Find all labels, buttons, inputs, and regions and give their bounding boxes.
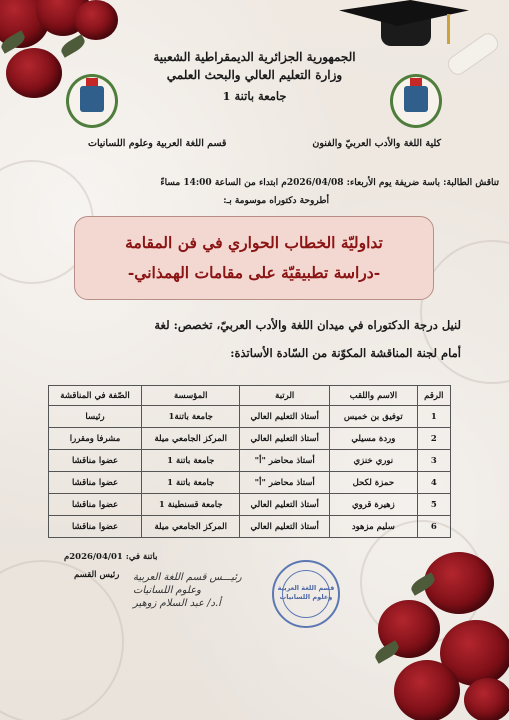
defense-announcement: تناقش الطالبة: باسة ضريفة يوم الأربعاء: 2026/04/08م ابتداء من الساعة 14:00 مساءً [160, 178, 499, 188]
cell-rank: أستاذ التعليم العالي [240, 516, 330, 538]
university-logo-icon [390, 74, 442, 128]
cell-name: وردة مسيلي [329, 428, 417, 450]
faculty-name: كلية اللغة والأدب العربيّ والفنون [312, 138, 441, 149]
cell-institution: جامعة باتنة 1 [142, 472, 240, 494]
cell-role: عضوا مناقشا [49, 494, 142, 516]
cell-num: 1 [417, 406, 450, 428]
cell-rank: أستاذ التعليم العالي [240, 428, 330, 450]
cell-institution: المركز الجامعي ميلة [142, 516, 240, 538]
cell-role: رئيسا [49, 406, 142, 428]
cell-role: عضوا مناقشا [49, 450, 142, 472]
cell-num: 4 [417, 472, 450, 494]
committee-line: أمام لجنة المناقشة المكوّنة من السّادة الأساتذة: [230, 346, 461, 360]
column-header-rank: الرتبة [240, 386, 330, 406]
signature-name: أ.د/ عبد السلام زوهير [133, 598, 221, 609]
cell-institution: جامعة باتنة1 [142, 406, 240, 428]
ministry-header: وزارة التعليم العالي والبحث العلمي [166, 68, 343, 82]
column-header-name: الاسم واللقب [329, 386, 417, 406]
cell-name: حمزة لكحل [329, 472, 417, 494]
republic-header: الجمهورية الجزائرية الديمقراطية الشعبية [153, 50, 356, 64]
cell-rank: أستاذ محاضر "أ" [240, 450, 330, 472]
degree-line: لنيل درجة الدكتوراه في ميدان اللغة والأدب العربيّ، تخصص: لغة [154, 318, 461, 332]
cell-role: مشرفا ومقررا [49, 428, 142, 450]
cell-name: سليم مزهود [329, 516, 417, 538]
cell-num: 3 [417, 450, 450, 472]
cell-num: 6 [417, 516, 450, 538]
thesis-intro: أطروحة دكتوراه موسومة بـ: [223, 196, 329, 206]
graduation-cap-icon [339, 0, 469, 48]
table-row [49, 494, 451, 516]
cell-rank: أستاذ التعليم العالي [240, 406, 330, 428]
cell-num: 2 [417, 428, 450, 450]
university-logo-icon [66, 74, 118, 128]
table-row [49, 472, 451, 494]
thesis-title-box [74, 216, 434, 300]
rose-decoration [464, 678, 509, 720]
table-row [49, 406, 451, 428]
jury-table [48, 385, 451, 538]
table-header-row [49, 386, 451, 406]
signature-title: رئيـــس قسم اللغة العربية [133, 572, 242, 583]
cell-name: نوري خنزي [329, 450, 417, 472]
table-row [49, 428, 451, 450]
cell-role: عضوا مناقشا [49, 516, 142, 538]
department-name: قسم اللغة العربية وعلوم اللسانيات [88, 138, 227, 149]
stamp-text: قسم اللغة العربية وعلوم اللسانيات [277, 584, 335, 601]
column-header-institution: المؤسسة [142, 386, 240, 406]
table-row [49, 450, 451, 472]
column-header-role: الصّفة في المناقشة [49, 386, 142, 406]
cell-institution: جامعة باتنة 1 [142, 450, 240, 472]
cell-institution: جامعة قسنطينة 1 [142, 494, 240, 516]
rose-decoration [424, 552, 494, 614]
signature-subtitle: وعلوم اللسانيات [133, 585, 202, 596]
cell-rank: أستاذ محاضر "أ" [240, 472, 330, 494]
cell-num: 5 [417, 494, 450, 516]
rose-decoration [394, 660, 460, 720]
cell-rank: أستاذ التعليم العالي [240, 494, 330, 516]
university-header: جامعة باتنة 1 [222, 89, 287, 103]
cell-institution: المركز الجامعي ميلة [142, 428, 240, 450]
cell-role: عضوا مناقشا [49, 472, 142, 494]
table-row [49, 516, 451, 538]
decor-swirl [0, 560, 124, 720]
department-head-label: رئيس القسم [74, 570, 120, 580]
cell-name: زهيرة قروي [329, 494, 417, 516]
column-header-num: الرقم [417, 386, 450, 406]
thesis-title: تداوليّة الخطاب الحواري في فن المقامة [125, 233, 383, 252]
official-stamp [272, 560, 340, 628]
signing-date: باتنة في: 2026/04/01م [64, 552, 158, 562]
cell-name: توفيق بن خميس [329, 406, 417, 428]
thesis-subtitle: -دراسة تطبيقيّة على مقامات الهمذاني- [127, 263, 381, 282]
